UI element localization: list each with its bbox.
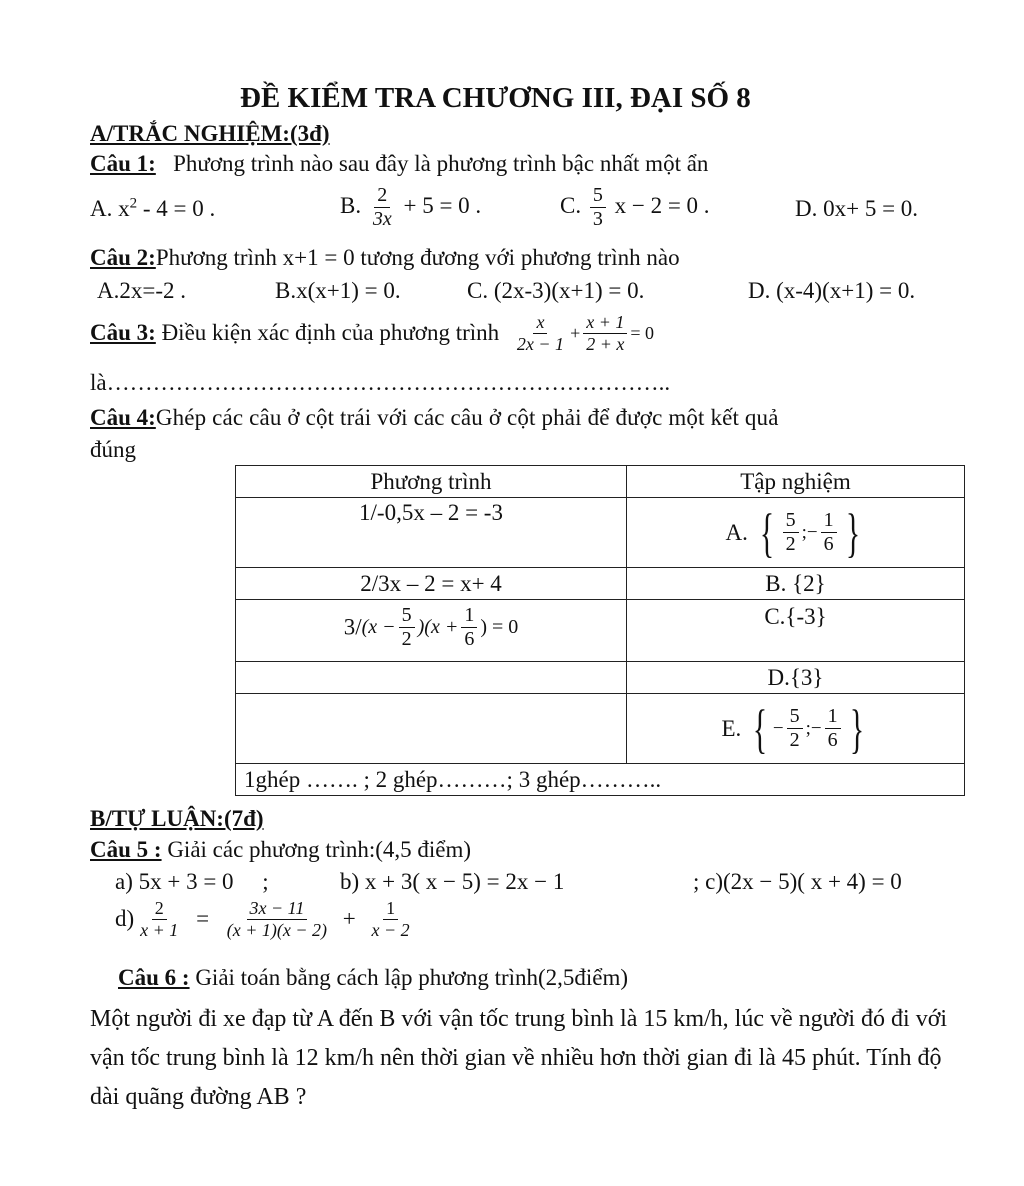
question-6-problem: Một người đi xe đạp từ A đến B với vận tốc trung bình là 15 km/h, lúc về người đó đi với vận tốc trung bình là 12 km/h nên thời gian về nhiều hơn thời gian đi là 45 phút. Tính độ dài quãng đường AB ? — [90, 1006, 948, 1110]
q1-option-b — [340, 184, 481, 231]
answer-e-denominator-1: 2 — [789, 729, 800, 751]
answer-e-fraction-1 — [787, 705, 803, 752]
q3-fraction-2-numerator: x + 1 — [583, 312, 627, 334]
q1-option-b-fraction — [370, 184, 395, 231]
answer-e-numerator-1: 5 — [787, 705, 803, 729]
q1-option-a-exponent: 2 — [129, 195, 138, 212]
answer-e-prefix: E. — [721, 715, 742, 741]
question-5 — [90, 837, 471, 863]
answer-c: C.{-3} — [627, 600, 965, 662]
answer-e-separator: ;− — [805, 717, 822, 739]
q1-option-c-denominator: 3 — [592, 208, 603, 230]
equation-3 — [236, 600, 627, 662]
q1-option-c-fraction — [590, 184, 606, 231]
left-brace-icon: { — [759, 502, 774, 563]
q5-part-d-prefix: d) — [115, 905, 135, 931]
q1-option-c-prefix: C. — [560, 192, 582, 218]
equation-3-part-3: ) = 0 — [480, 616, 519, 638]
q3-fraction-1-denominator: 2x − 1 — [516, 333, 565, 354]
table-row — [236, 662, 965, 694]
q5-d-denominator-2: (x + 1)(x − 2) — [226, 919, 328, 940]
q1-option-d: D. 0x+ 5 = 0. — [795, 196, 919, 221]
equation-3-part-2: )(x + — [417, 616, 459, 638]
equation-1: 1/-0,5x – 2 = -3 — [236, 498, 627, 568]
q5-part-b: b) x + 3( x − 5) = 2x − 1 — [340, 869, 565, 894]
right-brace-icon: } — [849, 698, 864, 759]
q2-option-b: B.x(x+1) = 0. — [275, 278, 401, 303]
q1-option-b-denominator: 3x — [372, 208, 392, 230]
question-4-text-cont: đúng — [90, 437, 136, 462]
q1-option-c-numerator: 5 — [590, 184, 606, 208]
answer-e-minus: − — [772, 717, 784, 739]
question-4 — [90, 405, 779, 431]
column-header-equation: Phương trình — [236, 466, 627, 498]
answer-d: D.{3} — [627, 662, 965, 694]
q2-option-a: A.2x=-2 . — [97, 278, 186, 303]
answer-a-separator: ;− — [801, 521, 818, 543]
answer-e-fraction-2 — [825, 705, 841, 752]
q5-d-fraction-2 — [224, 898, 330, 940]
q1-option-a-prefix: A. x — [90, 196, 130, 221]
right-brace-icon: } — [845, 502, 860, 563]
table-row — [236, 568, 965, 600]
question-3 — [90, 312, 654, 354]
answer-e-set — [747, 698, 870, 759]
q1-option-a-suffix: - 4 = 0 . — [137, 196, 216, 221]
answer-e-denominator-2: 6 — [827, 729, 838, 751]
q5-d-equals: = — [196, 905, 210, 931]
answer-a-set — [754, 502, 866, 563]
question-5-label: Câu 5 : — [90, 837, 162, 862]
q1-option-b-suffix: + 5 = 0 . — [403, 192, 482, 218]
equation-3-numerator-2: 1 — [461, 604, 477, 628]
q2-option-c: C. (2x-3)(x+1) = 0. — [467, 278, 645, 303]
q1-option-c-suffix: x − 2 = 0 . — [614, 192, 710, 218]
answer-a — [627, 498, 965, 568]
table-row — [236, 498, 965, 568]
empty-cell — [236, 662, 627, 694]
answer-a-fraction-2 — [821, 509, 837, 556]
q5-d-denominator-1: x + 1 — [140, 919, 179, 940]
question-3-text: Điều kiện xác định của phương trình — [155, 319, 500, 345]
q5-d-numerator-3: 1 — [383, 898, 398, 920]
table-header-row — [236, 466, 965, 498]
answer-a-numerator-2: 1 — [821, 509, 837, 533]
table-row — [236, 600, 965, 662]
q3-fraction-2 — [583, 312, 627, 354]
equation-3-numerator-1: 5 — [399, 604, 415, 628]
q2-option-d: D. (x-4)(x+1) = 0. — [748, 278, 916, 303]
equation-3-prefix: 3/ — [343, 614, 362, 640]
q3-fraction-1 — [514, 312, 567, 354]
q1-option-b-prefix: B. — [340, 192, 362, 218]
question-6-label: Câu 6 : — [118, 965, 190, 990]
q1-option-b-numerator: 2 — [374, 184, 390, 208]
q3-fraction-1-numerator: x — [533, 312, 547, 334]
question-1-label: Câu 1: — [90, 151, 156, 176]
question-1-text: Phương trình nào sau đây là phương trình bậc nhất một ẩn — [173, 151, 709, 176]
equation-3-fraction-2 — [461, 604, 477, 651]
question-3-label: Câu 3: — [90, 319, 156, 345]
q5-part-d — [115, 898, 416, 940]
q5-part-a: a) 5x + 3 = 0 ; — [115, 869, 269, 894]
empty-cell — [236, 694, 627, 764]
answer-b: B. {2} — [627, 568, 965, 600]
column-header-solution-set: Tập nghiệm — [627, 466, 965, 498]
q3-answer-line: là……………………………………………………………….. — [90, 370, 671, 395]
q5-d-fraction-1 — [137, 898, 181, 940]
question-2-label: Câu 2: — [90, 245, 156, 270]
q5-d-numerator-2: 3x − 11 — [247, 898, 308, 920]
q1-option-c — [560, 184, 710, 231]
answer-a-fraction-1 — [783, 509, 799, 556]
left-brace-icon: { — [752, 698, 768, 759]
question-4-text: Ghép các câu ở cột trái với các câu ở cột phải để được một kết quả — [155, 405, 779, 430]
answer-a-denominator-2: 6 — [823, 533, 834, 555]
q5-d-plus: + — [342, 905, 356, 931]
q5-d-denominator-3: x − 2 — [371, 919, 410, 940]
question-1 — [90, 151, 708, 177]
q3-equation — [511, 312, 654, 354]
part-a-heading: A/TRẮC NGHIỆM:(3đ) — [90, 121, 330, 146]
q1-option-a — [90, 196, 215, 222]
part-b-heading: B/TỰ LUẬN:(7đ) — [90, 806, 264, 831]
equation-3-denominator-2: 6 — [464, 628, 475, 650]
q5-d-fraction-3 — [369, 898, 413, 940]
answer-a-prefix: A. — [725, 519, 748, 545]
q3-equals-zero: = 0 — [630, 322, 655, 343]
equation-3-fraction-1 — [399, 604, 415, 651]
q5-d-numerator-1: 2 — [152, 898, 167, 920]
answer-e-numerator-2: 1 — [825, 705, 841, 729]
matching-table — [235, 465, 965, 796]
q3-fraction-2-denominator: 2 + x — [586, 333, 625, 354]
matching-answer-line: 1ghép ……. ; 2 ghép………; 3 ghép……….. — [236, 764, 965, 796]
equation-3-part-1: (x − — [361, 616, 396, 638]
table-footer-row — [236, 764, 965, 796]
q3-plus-sign: + — [570, 322, 581, 343]
question-4-label: Câu 4: — [90, 405, 156, 430]
answer-a-denominator-1: 2 — [785, 533, 796, 555]
equation-2: 2/3x – 2 = x+ 4 — [236, 568, 627, 600]
question-2-text: Phương trình x+1 = 0 tương đương với phương trình nào — [155, 245, 680, 270]
question-6-text: Giải toán bằng cách lập phương trình(2,5điểm) — [189, 965, 629, 990]
table-row — [236, 694, 965, 764]
question-2 — [90, 245, 680, 271]
q5-part-c: ; c)(2x − 5)( x + 4) = 0 — [693, 869, 902, 894]
answer-a-numerator-1: 5 — [783, 509, 799, 533]
question-6 — [118, 965, 628, 991]
equation-3-denominator-1: 2 — [401, 628, 412, 650]
question-5-text: Giải các phương trình:(4,5 điểm) — [161, 837, 472, 862]
answer-e — [627, 694, 965, 764]
page-title: ĐỀ KIỂM TRA CHƯƠNG III, ĐẠI SỐ 8 — [240, 82, 751, 114]
